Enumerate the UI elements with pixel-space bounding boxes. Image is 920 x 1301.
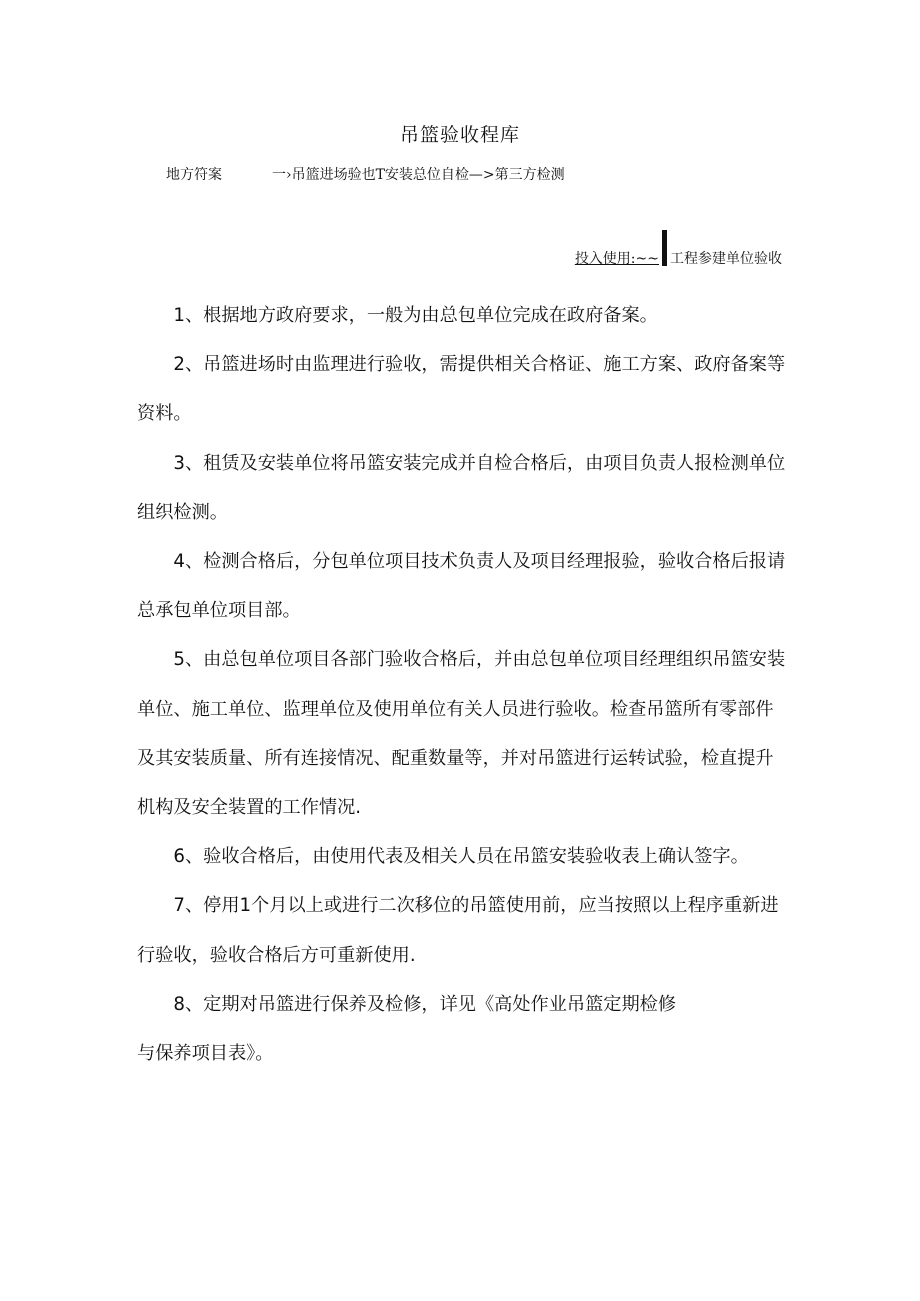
paragraph-5: 5、由总包单位项目各部门验收合格后，并由总包单位项目经理组织吊篮安装单位、施工单位、监理单位及使用单位有关人员进行验收。检查吊篮所有零部件及其安装质量、所有连接情况、配重数量等，并对吊篮进行运转试验，检直提升机构及安全装置的工作情况.: [137, 649, 786, 819]
paragraph-4: 4、检测合格后，分包单位项目技术负责人及项目经理报验，验收合格后报请总承包单位项目部。: [137, 551, 786, 622]
flow-steps: 一›吊篮进场验也T安装总位自检—>第三方检测: [272, 167, 565, 183]
body-text: [137, 291, 787, 1078]
flow-line-1: [166, 164, 565, 184]
paragraph-2: 2、吊篮进场时由监理进行验收，需提供相关合格证、施工方案、政府备案等资料。: [137, 354, 786, 425]
flow-end: 工程参建单位验收: [670, 251, 782, 267]
document-title: 吊篮验收程库: [399, 124, 520, 146]
paragraph-7: 7、停用1个月以上或进行二次移位的吊篮使用前，应当按照以上程序重新进行验收，验收合格后方可重新使用.: [137, 895, 779, 966]
paragraph-8: 8、定期对吊篮进行保养及检修，详见《高处作业吊篮定期检修: [173, 993, 677, 1015]
paragraph-8-continued: 与保养项目表》。: [137, 1043, 274, 1065]
flow-line-2: [575, 230, 782, 268]
flow-start: 地方符案: [166, 167, 222, 183]
paragraph-3: 3、租赁及安装单位将吊篮安装完成并自检合格后，由项目负责人报检测单位组织检测。: [137, 452, 786, 523]
paragraph-6: 6、验收合格后，由使用代表及相关人员在吊篮安装验收表上确认签字。: [173, 846, 749, 868]
flow-use: 投入使用:~~: [574, 251, 659, 267]
paragraph-1: 1、根据地方政府要求，一般为由总包单位完成在政府备案。: [173, 305, 658, 326]
flow-bar: [662, 230, 667, 266]
